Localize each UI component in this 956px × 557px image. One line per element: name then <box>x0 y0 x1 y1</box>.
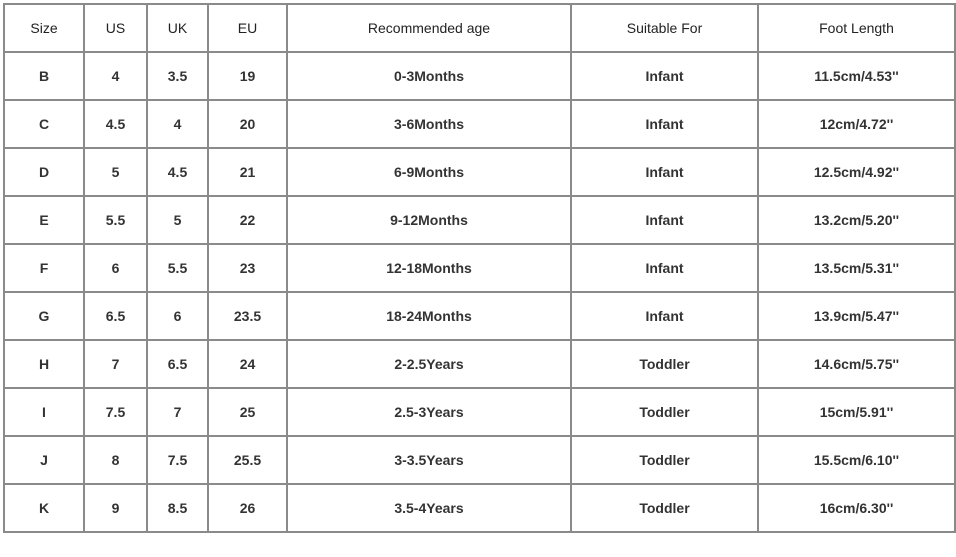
table-row <box>4 436 955 484</box>
cell-suitable-for: Toddler <box>571 388 758 436</box>
cell-size: H <box>4 340 84 388</box>
cell-eu: 20 <box>208 100 287 148</box>
cell-suitable-for: Toddler <box>571 484 758 532</box>
table-body <box>4 52 955 532</box>
size-chart-table <box>3 3 956 533</box>
header-us: US <box>84 4 147 52</box>
cell-eu: 23 <box>208 244 287 292</box>
cell-uk: 6 <box>147 292 208 340</box>
cell-uk: 3.5 <box>147 52 208 100</box>
cell-size: K <box>4 484 84 532</box>
table-row <box>4 484 955 532</box>
table-row <box>4 244 955 292</box>
cell-recommended-age: 3.5-4Years <box>287 484 571 532</box>
cell-recommended-age: 18-24Months <box>287 292 571 340</box>
cell-suitable-for: Toddler <box>571 340 758 388</box>
cell-size: B <box>4 52 84 100</box>
cell-recommended-age: 0-3Months <box>287 52 571 100</box>
cell-us: 5 <box>84 148 147 196</box>
table-header <box>4 4 955 52</box>
cell-size: D <box>4 148 84 196</box>
cell-us: 7 <box>84 340 147 388</box>
cell-us: 8 <box>84 436 147 484</box>
cell-uk: 5 <box>147 196 208 244</box>
cell-size: I <box>4 388 84 436</box>
cell-suitable-for: Infant <box>571 148 758 196</box>
cell-foot-length: 15.5cm/6.10'' <box>758 436 955 484</box>
table-row <box>4 388 955 436</box>
cell-foot-length: 11.5cm/4.53'' <box>758 52 955 100</box>
cell-eu: 23.5 <box>208 292 287 340</box>
cell-suitable-for: Infant <box>571 292 758 340</box>
cell-size: F <box>4 244 84 292</box>
table-row <box>4 196 955 244</box>
cell-us: 6.5 <box>84 292 147 340</box>
cell-uk: 5.5 <box>147 244 208 292</box>
table-row <box>4 340 955 388</box>
cell-size: G <box>4 292 84 340</box>
table-row <box>4 100 955 148</box>
cell-eu: 19 <box>208 52 287 100</box>
cell-uk: 7 <box>147 388 208 436</box>
table-row <box>4 148 955 196</box>
cell-foot-length: 13.9cm/5.47'' <box>758 292 955 340</box>
table-row <box>4 292 955 340</box>
header-suitable-for: Suitable For <box>571 4 758 52</box>
cell-recommended-age: 3-6Months <box>287 100 571 148</box>
cell-us: 4.5 <box>84 100 147 148</box>
header-foot-length: Foot Length <box>758 4 955 52</box>
header-size: Size <box>4 4 84 52</box>
cell-suitable-for: Infant <box>571 244 758 292</box>
cell-eu: 22 <box>208 196 287 244</box>
cell-recommended-age: 6-9Months <box>287 148 571 196</box>
cell-foot-length: 13.5cm/5.31'' <box>758 244 955 292</box>
cell-foot-length: 16cm/6.30'' <box>758 484 955 532</box>
cell-foot-length: 14.6cm/5.75'' <box>758 340 955 388</box>
cell-us: 5.5 <box>84 196 147 244</box>
cell-eu: 24 <box>208 340 287 388</box>
cell-suitable-for: Infant <box>571 52 758 100</box>
cell-uk: 6.5 <box>147 340 208 388</box>
cell-eu: 21 <box>208 148 287 196</box>
cell-size: C <box>4 100 84 148</box>
cell-recommended-age: 9-12Months <box>287 196 571 244</box>
cell-uk: 7.5 <box>147 436 208 484</box>
cell-size: E <box>4 196 84 244</box>
cell-eu: 26 <box>208 484 287 532</box>
cell-recommended-age: 2.5-3Years <box>287 388 571 436</box>
cell-size: J <box>4 436 84 484</box>
cell-foot-length: 12cm/4.72'' <box>758 100 955 148</box>
cell-uk: 4 <box>147 100 208 148</box>
header-uk: UK <box>147 4 208 52</box>
cell-suitable-for: Infant <box>571 100 758 148</box>
cell-uk: 8.5 <box>147 484 208 532</box>
cell-us: 6 <box>84 244 147 292</box>
cell-foot-length: 12.5cm/4.92'' <box>758 148 955 196</box>
table-row <box>4 52 955 100</box>
cell-recommended-age: 2-2.5Years <box>287 340 571 388</box>
cell-suitable-for: Infant <box>571 196 758 244</box>
header-row <box>4 4 955 52</box>
cell-us: 7.5 <box>84 388 147 436</box>
cell-us: 9 <box>84 484 147 532</box>
cell-uk: 4.5 <box>147 148 208 196</box>
cell-eu: 25.5 <box>208 436 287 484</box>
cell-suitable-for: Toddler <box>571 436 758 484</box>
header-recommended-age: Recommended age <box>287 4 571 52</box>
cell-us: 4 <box>84 52 147 100</box>
header-eu: EU <box>208 4 287 52</box>
cell-eu: 25 <box>208 388 287 436</box>
cell-foot-length: 15cm/5.91'' <box>758 388 955 436</box>
cell-recommended-age: 3-3.5Years <box>287 436 571 484</box>
cell-recommended-age: 12-18Months <box>287 244 571 292</box>
cell-foot-length: 13.2cm/5.20'' <box>758 196 955 244</box>
